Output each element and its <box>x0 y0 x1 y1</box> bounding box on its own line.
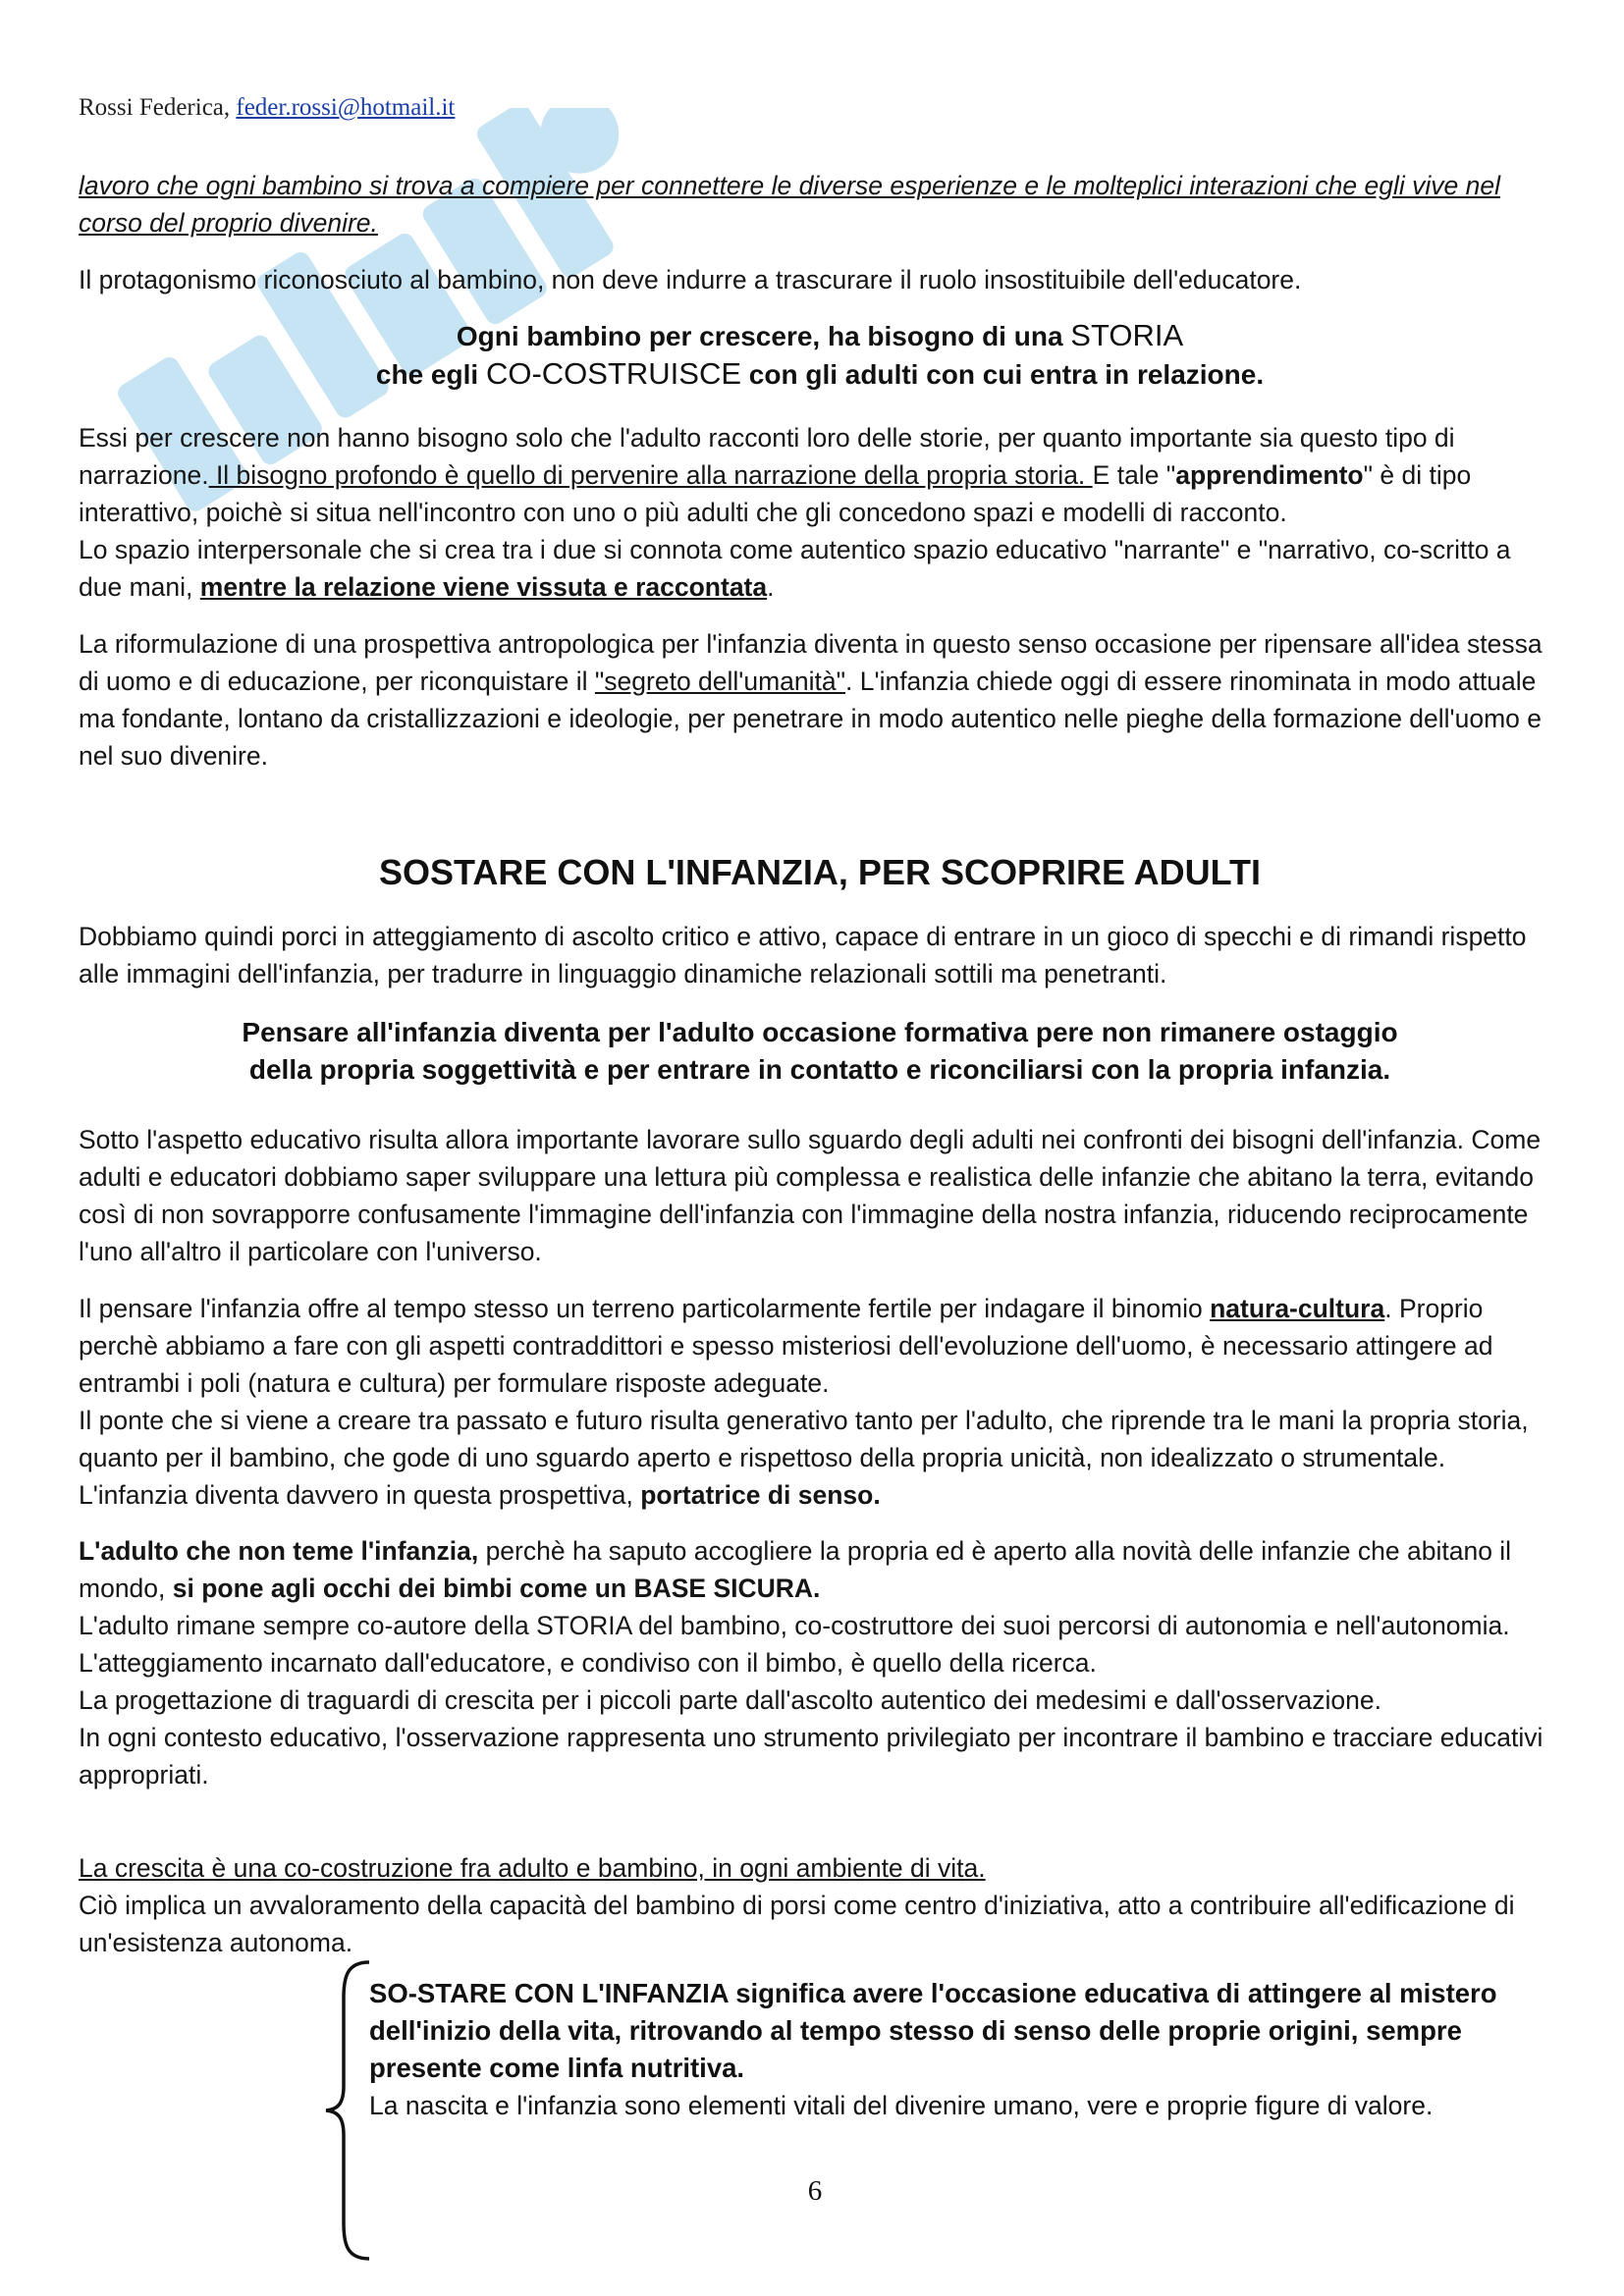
highlight-pensare-infanzia: Pensare all'infanzia diventa per l'adulto occasione formativa pere non rimanere ostaggio della propria soggettività e per entrare in contatto e riconciliarsi con la propria infanzia. <box>242 1017 1398 1085</box>
paragraph-narrazione: Essi per crescere non hanno bisogno solo che l'adulto racconti loro delle storie, per quanto importante sia questo tipo di narrazione. Il bisogno profondo è quello di pervenire alla narrazione della propria storia. E tale "apprendimento" è di tipo interattivo, poichè si situa nell'incontro con uno o più adulti che gli concedono spazi e modelli di racconto. Lo spazio interpersonale che si crea tra i due si connota come autentico spazio educativo "narrante" e "narrativo, co-scritto a due mani, mentre la relazione viene vissuta e raccontata. <box>79 423 1511 602</box>
page-number: 6 <box>807 2175 823 2207</box>
paragraph-natura-cultura: Il pensare l'infanzia offre al tempo stesso un terreno particolarmente fertile per indagare il binomio natura-cultura. Proprio perchè abbiamo a fare con gli aspetti contraddittori e spesso misteriosi dell'evoluzione dell'uomo, è necessario attingere ad entrambi i poli (natura e cultura) per formulare risposte adeguate. Il ponte che si viene a creare tra passato e futuro risulta generativo tanto per l'adulto, che riprende tra le mani la propria storia, quanto per il bambino, che gode di uno sguardo aperto e rispettoso della propria unicità, non idealizzato o strumentale. L'infanzia diventa davvero in questa prospettiva, portatrice di senso. <box>79 1294 1529 1510</box>
paragraph-antropologia: La riformulazione di una prospettiva antropologica per l'infanzia diventa in questo senso occasione per ripensare all'idea stessa di uomo e di educazione, per riconquistare il "segreto dell'umanità". L'infanzia chiede oggi di essere rinominata in modo attuale ma fondante, lontano da cristallizzazioni e ideologie, per penetrare in modo autentico nelle pieghe della formazione dell'uomo e nel suo divenire. <box>79 629 1543 771</box>
paragraph-protagonism: Il protagonismo riconosciuto al bambino, non deve indurre a trascurare il ruolo insostituibile dell'educatore. <box>79 265 1302 294</box>
paragraph-continuation: lavoro che ogni bambino si trova a compiere per connettere le diverse esperienze e le molteplici interazioni che egli vive nel corso del proprio divenire. <box>79 171 1500 238</box>
highlight-storia: Ogni bambino per crescere, ha bisogno di una STORIA che egli CO-COSTRUISCE con gli adulti con cui entra in relazione. <box>375 318 1265 391</box>
so-stare-box: SO-STARE CON L'INFANZIA significa avere l'occasione educativa di attingere al mistero dell'inizio della vita, ritrovando al tempo stesso di senso delle proprie origini, sempre presente come linfa nutritiva. La nascita e l'infanzia sono elementi vitali del divenire umano, vere e proprie figure di valore. <box>369 1978 1497 2120</box>
page-header <box>79 94 455 122</box>
paragraph-sguardo: Sotto l'aspetto educativo risulta allora importante lavorare sullo sguardo degli adulti nei confronti dei bisogni dell'infanzia. Come adulti e educatori dobbiamo saper sviluppare una lettura più complessa e realistica delle infanzie che abitano la terra, evitando così di non sovrapporre confusamente l'immagine dell'infanzia con l'immagine della nostra infanzia, riducendo reciprocamente l'uno all'altro il particolare con l'universo. <box>79 1125 1542 1266</box>
paragraph-base-sicura: L'adulto che non teme l'infanzia, perchè ha saputo accogliere la propria ed è aperto alla novità delle infanzie che abitano il mondo, si pone agli occhi dei bimbi come un BASE SICURA. L'adulto rimane sempre co-autore della STORIA del bambino, co-costruttore dei suoi percorsi di autonomia e nell'autonomia. L'atteggiamento incarnato dall'educatore, e condiviso con il bimbo, è quello della ricerca. La progettazione di traguardi di crescita per i piccoli parte dall'ascolto autentico dei medesimi e dall'osservazione. In ogni contesto educativo, l'osservazione rappresenta uno strumento privilegiato per incontrare il bambino e tracciare educativi appropriati. <box>79 1536 1543 1789</box>
paragraph-co-costruzione: La crescita è una co-costruzione fra adulto e bambino, in ogni ambiente di vita. Ciò implica un avvaloramento della capacità del bambino di porsi come centro d'iniziativa, atto a contribuire all'edificazione di un'esistenza autonoma. <box>79 1853 1515 1957</box>
author-name: Rossi Federica, <box>79 94 231 121</box>
author-email-link[interactable]: feder.rossi@hotmail.it <box>236 94 456 121</box>
paragraph-ascolto: Dobbiamo quindi porci in atteggiamento di ascolto critico e attivo, capace di entrare in un gioco di specchi e di rimandi rispetto alle immagini dell'infanzia, per tradurre in linguaggio dinamiche relazionali sottili ma penetranti. <box>79 922 1527 988</box>
section-title: SOSTARE CON L'INFANZIA, PER SCOPRIRE ADULTI <box>379 852 1261 892</box>
